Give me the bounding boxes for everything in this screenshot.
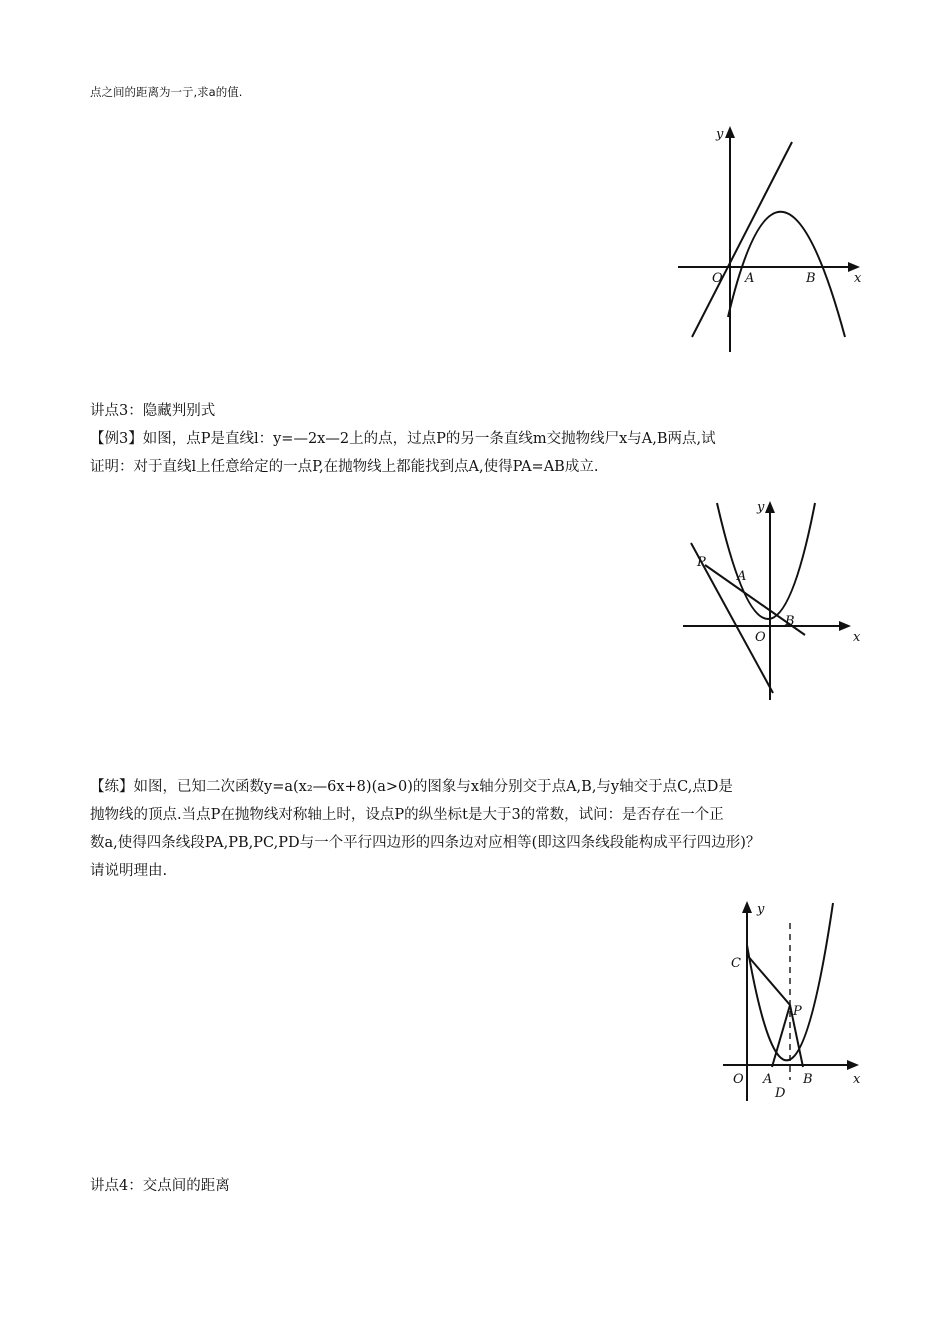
fig3-label-a: A [763, 1072, 773, 1087]
practice-text [90, 773, 860, 885]
figure-3-graph [715, 895, 915, 1110]
fig1-label-x: x [854, 271, 862, 286]
fig2-label-x: x [853, 630, 861, 645]
fig2-label-o: O [755, 630, 766, 645]
example-3-line-2: 证明：对于直线l上任意给定的一点P,在抛物线上都能找到点A,使得PA=AB成立. [90, 459, 599, 475]
fig3-label-c: C [731, 956, 741, 971]
fig3-label-d: D [775, 1086, 786, 1101]
fig2-x-arrow-icon [839, 621, 851, 631]
fig1-label-a: A [745, 271, 755, 286]
section-3-title: 讲点3：隐藏判别式 [90, 403, 216, 419]
practice-line-4: 请说明理由. [90, 863, 168, 879]
fig3-y-arrow-icon [742, 901, 752, 913]
fig3-x-arrow-icon [847, 1060, 859, 1070]
practice-line-3: 数a,使得四条线段PA,PB,PC,PD与一个平行四边形的四条边对应相等(即这四条线段能构成平行四边形)？ [90, 835, 761, 851]
fig2-parabola [717, 503, 815, 619]
section-4-title: 讲点4：交点间的距离 [90, 1178, 230, 1194]
fig1-label-b: B [806, 271, 816, 286]
fig3-label-x: x [853, 1072, 861, 1087]
intro-line: 点之间的距离为一亍,求a的值. [90, 85, 243, 99]
fig2-label-p: P [697, 555, 706, 570]
figure-1-graph [670, 122, 870, 362]
fig3-label-o: O [733, 1072, 744, 1087]
example-3-text [90, 425, 860, 481]
fig1-label-o: O [712, 271, 723, 286]
fig1-line [692, 142, 792, 337]
fig1-label-y: y [716, 127, 724, 142]
fig3-label-p: P [793, 1004, 802, 1019]
fig2-label-b: B [785, 614, 795, 629]
fig1-y-arrow-icon [725, 126, 735, 138]
fig3-label-b: B [803, 1072, 813, 1087]
example-3-line-1: 【例3】如图，点P是直线l：y=—2x—2上的点，过点P的另一条直线m交抛物线尸x与A,B两点,试 [90, 431, 716, 447]
fig3-label-y: y [757, 902, 765, 917]
practice-line-2: 抛物线的顶点.当点P在抛物线对称轴上时，设点P的纵坐标t是大于3的常数，试问：是否存在一个正 [90, 807, 724, 823]
figure-2-graph [675, 495, 875, 705]
fig2-label-a: A [737, 569, 747, 584]
fig2-label-y: y [757, 500, 765, 515]
fig2-y-arrow-icon [765, 501, 775, 513]
practice-line-1: 【练】如图，已知二次函数y=a(x₂—6x+8)(a>0)的图象与x轴分别交于点A,B,与y轴交于点C,点D是 [90, 779, 733, 795]
